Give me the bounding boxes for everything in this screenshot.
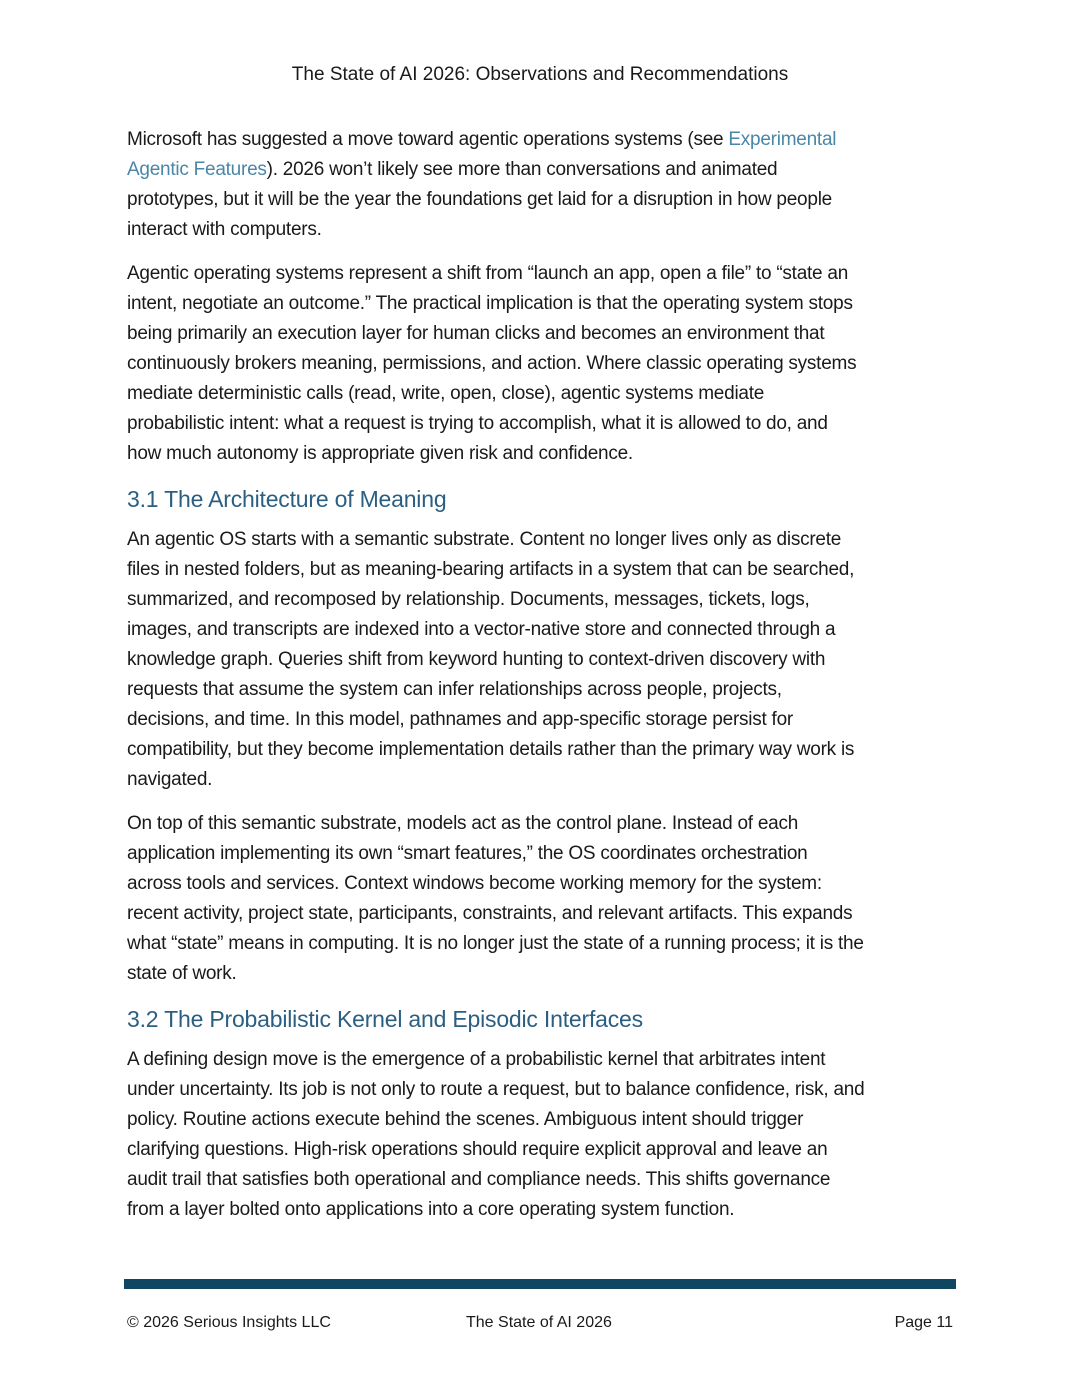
- text-line: across tools and services. Context windows become working memory for the system:: [127, 873, 822, 894]
- text-line: navigated.: [127, 769, 213, 790]
- text-line: state of work.: [127, 963, 237, 984]
- section-heading-3-2: 3.2 The Probabilistic Kernel and Episodic Interfaces: [127, 1006, 643, 1032]
- text-line: requests that assume the system can infer relationships across people, projects,: [127, 679, 782, 700]
- text-line: audit trail that satisfies both operational and compliance needs. This shifts governance: [127, 1169, 831, 1190]
- text-line: application implementing its own “smart features,” the OS coordinates orchestration: [127, 843, 808, 864]
- text-line: compatibility, but they become implementation details rather than the primary way work is: [127, 739, 855, 760]
- text-line: recent activity, project state, participants, constraints, and relevant artifacts. This expands: [127, 903, 853, 924]
- text-line: being primarily an execution layer for human clicks and becomes an environment that: [127, 323, 825, 344]
- running-header: The State of AI 2026: Observations and Recommendations: [291, 64, 789, 85]
- footer-divider: [124, 1279, 956, 1289]
- text-line: On top of this semantic substrate, models act as the control plane. Instead of each: [127, 813, 799, 834]
- text-line: An agentic OS starts with a semantic substrate. Content no longer lives only as discrete: [127, 529, 842, 550]
- text-line: intent, negotiate an outcome.” The practical implication is that the operating system stops: [127, 293, 853, 314]
- text-line: under uncertainty. Its job is not only to route a request, but to balance confidence, risk, and: [127, 1079, 865, 1100]
- text-line: how much autonomy is appropriate given risk and confidence.: [127, 443, 633, 464]
- footer-title: The State of AI 2026: [466, 1314, 612, 1331]
- paragraph: [127, 259, 856, 469]
- paragraph: [127, 1045, 864, 1225]
- experimental-agentic-features-link-cont[interactable]: Agentic Features: [127, 159, 267, 180]
- paragraph-intro: [127, 125, 836, 245]
- text-line: policy. Routine actions execute behind the scenes. Ambiguous intent should trigger: [127, 1109, 804, 1130]
- text-line: mediate deterministic calls (read, write, open, close), agentic systems mediate: [127, 383, 765, 404]
- text-line: what “state” means in computing. It is no longer just the state of a running process; it is the: [127, 933, 864, 954]
- text-line: A defining design move is the emergence of a probabilistic kernel that arbitrates intent: [127, 1049, 826, 1070]
- footer-copyright: © 2026 Serious Insights LLC: [127, 1314, 331, 1331]
- footer-page-number: Page 11: [894, 1314, 953, 1331]
- text-line: files in nested folders, but as meaning-bearing artifacts in a system that can be searched,: [127, 559, 855, 580]
- experimental-agentic-features-link[interactable]: Experimental: [728, 129, 837, 150]
- paragraph: [127, 809, 864, 989]
- text-line: probabilistic intent: what a request is trying to accomplish, what it is allowed to do, and: [127, 413, 828, 434]
- text-line: summarized, and recomposed by relationship. Documents, messages, tickets, logs,: [127, 589, 810, 610]
- text-line: clarifying questions. High-risk operations should require explicit approval and leave an: [127, 1139, 828, 1160]
- text-line: interact with computers.: [127, 219, 322, 240]
- section-heading-3-1: 3.1 The Architecture of Meaning: [127, 486, 447, 512]
- text-line: prototypes, but it will be the year the foundations get laid for a disruption in how people: [127, 189, 832, 210]
- paragraph: [127, 525, 854, 795]
- text: ). 2026 won’t likely see more than conversations and animated: [266, 159, 778, 180]
- text-line: Agentic operating systems represent a shift from “launch an app, open a file” to “state an: [127, 263, 849, 284]
- text-line: decisions, and time. In this model, pathnames and app-specific storage persist for: [127, 709, 793, 730]
- text: Microsoft has suggested a move toward agentic operations systems (see: [127, 129, 729, 150]
- text-line: images, and transcripts are indexed into a vector-native store and connected through a: [127, 619, 836, 640]
- text-line: continuously brokers meaning, permissions, and action. Where classic operating systems: [127, 353, 857, 374]
- text-line: knowledge graph. Queries shift from keyword hunting to context-driven discovery with: [127, 649, 826, 670]
- text-line: from a layer bolted onto applications into a core operating system function.: [127, 1199, 735, 1220]
